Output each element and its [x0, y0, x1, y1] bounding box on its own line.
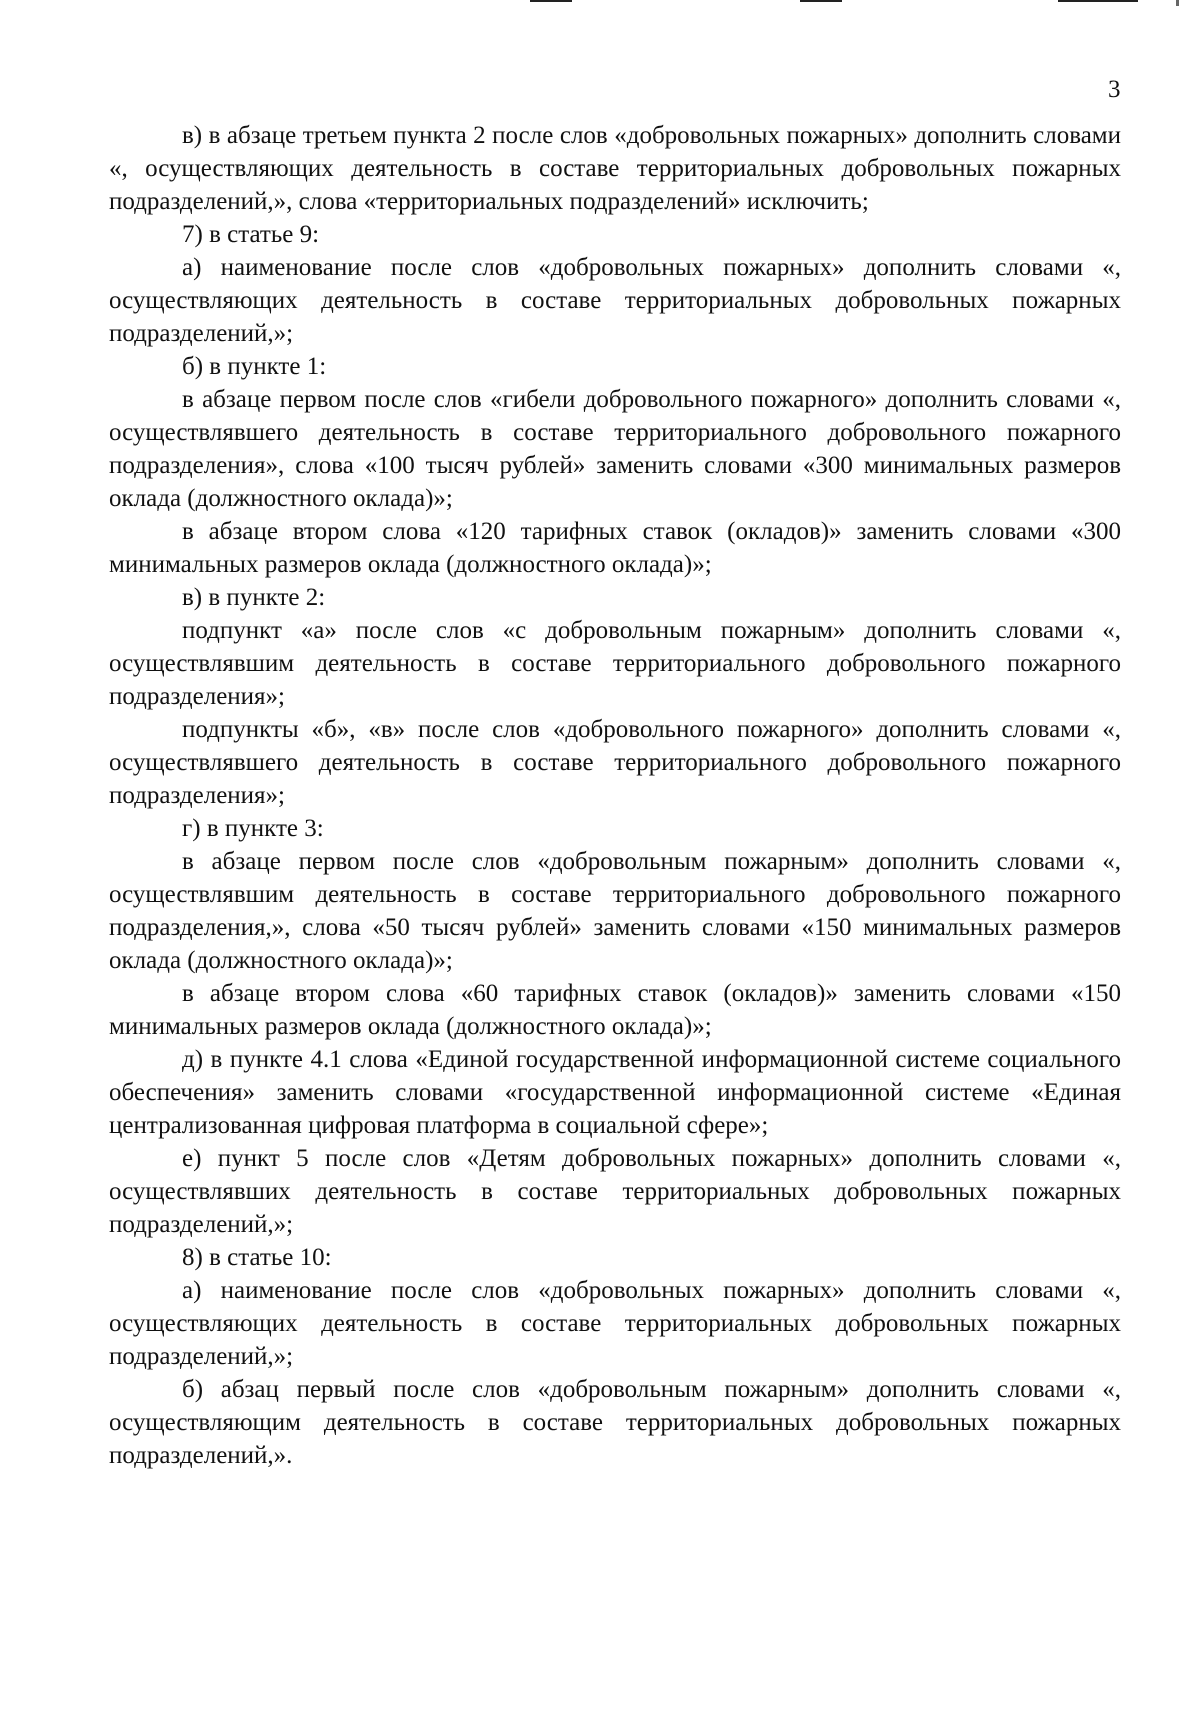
scan-artifact-line — [1058, 0, 1138, 2]
paragraph-amendment-v-item-2: в) в абзаце третьем пункта 2 после слов «добровольных пожарных» дополнить словами «, осуществляющих деятельность в составе территориальных добровольных пожарных подразделений,», слова «территориальных подразделений» исключить; — [109, 122, 1121, 215]
paragraph-article-10-a: а) наименование после слов «добровольных пожарных» дополнить словами «, осуществляющих деятельность в составе территориальных добровольных пожарных подразделений,»; — [109, 1277, 1121, 1370]
paragraph-article-10-b: б) абзац первый после слов «добровольным пожарным» дополнить словами «, осуществляющим деятельность в составе территориальных добровольных пожарных подразделений,». — [109, 1376, 1121, 1469]
scan-artifact-line — [530, 0, 572, 2]
paragraph-article-9-a: а) наименование после слов «добровольных пожарных» дополнить словами «, осуществляющих деятельность в составе территориальных добровольных пожарных подразделений,»; — [109, 254, 1121, 347]
paragraph-article-9-b-first: в абзаце первом после слов «гибели добровольного пожарного» дополнить словами «, осуществлявшего деятельность в составе территориального добровольного пожарного подразделения», слова «100 тысяч рублей» заменить словами «300 минимальных размеров оклада (должностного оклада)»; — [109, 386, 1121, 512]
paragraph-article-9-v-subitems-b-v: подпункты «б», «в» после слов «добровольного пожарного» дополнить словами «, осуществлявшего деятельность в составе территориального добровольного пожарного подразделения»; — [109, 716, 1121, 809]
paragraph-article-9-v-subitem-a: подпункт «а» после слов «с добровольным пожарным» дополнить словами «, осуществлявшим деятельность в составе территориального добровольного пожарного подразделения»; — [109, 617, 1121, 710]
paragraph-article-9-b-second: в абзаце втором слова «120 тарифных ставок (окладов)» заменить словами «300 минимальных размеров оклада (должностного оклада)»; — [109, 518, 1121, 578]
paragraph-article-9-heading: 7) в статье 9: — [182, 221, 320, 248]
paragraph-article-9-v-heading: в) в пункте 2: — [182, 584, 326, 611]
page-number: 3 — [1108, 76, 1121, 103]
document-body — [109, 119, 1121, 1472]
paragraph-article-9-g-heading: г) в пункте 3: — [182, 815, 324, 842]
paragraph-article-9-d: д) в пункте 4.1 слова «Единой государственной информационной системе социального обеспечения» заменить словами «государственной информационной системе «Единая централизованная цифровая платформа в социальной сфере»; — [109, 1046, 1121, 1139]
scan-artifact-dot — [1176, 0, 1179, 6]
paragraph-article-9-g-second: в абзаце втором слова «60 тарифных ставок (окладов)» заменить словами «150 минимальных размеров оклада (должностного оклада)»; — [109, 980, 1121, 1040]
paragraph-article-9-b-heading: б) в пункте 1: — [182, 353, 327, 380]
paragraph-article-10-heading: 8) в статье 10: — [182, 1244, 332, 1271]
paragraph-article-9-g-first: в абзаце первом после слов «добровольным пожарным» дополнить словами «, осуществлявшим деятельность в составе территориального добровольного пожарного подразделения,», слова «50 тысяч рублей» заменить словами «150 минимальных размеров оклада (должностного оклада)»; — [109, 848, 1121, 974]
scan-artifact-line — [800, 0, 842, 2]
paragraph-article-9-e: е) пункт 5 после слов «Детям добровольных пожарных» дополнить словами «, осуществлявших деятельность в составе территориальных добровольных пожарных подразделений,»; — [109, 1145, 1121, 1238]
